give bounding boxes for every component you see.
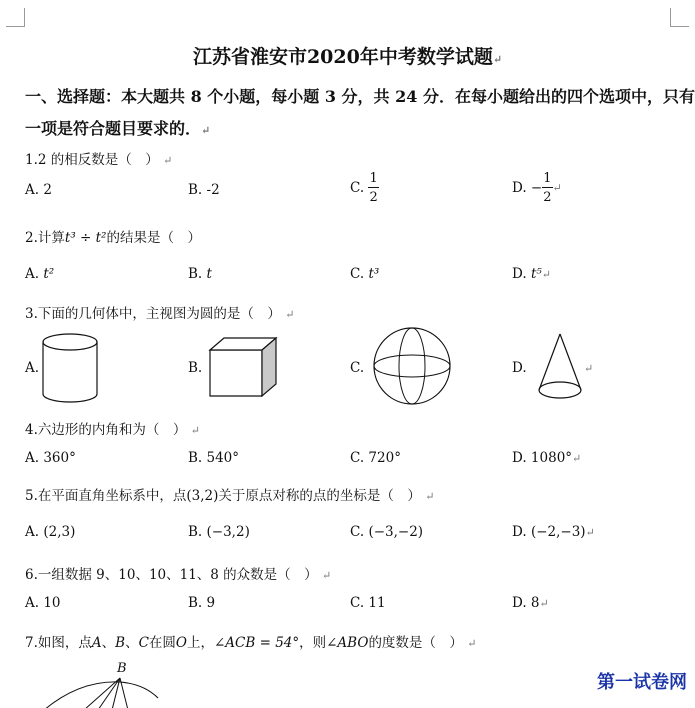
q3-option-b-label: B. bbox=[188, 360, 203, 376]
q6-option-c: C. 11 bbox=[350, 595, 386, 611]
q4-option-a: A. 360° bbox=[25, 450, 76, 466]
cylinder-icon bbox=[40, 332, 100, 404]
section-heading: 一、选择题：本大题共 8 个小题，每小题 3 分，共 24 分．在每小题给出的四个选项中，只有 bbox=[25, 87, 695, 106]
q6-option-d: D. 8↵ bbox=[512, 595, 549, 611]
q6-option-b: B. 9 bbox=[188, 595, 216, 611]
cube-icon bbox=[208, 336, 280, 400]
question-4-stem: 4.六边形的内角和为（ ） ↵ bbox=[25, 422, 200, 438]
figure-point-label: B bbox=[117, 661, 127, 676]
watermark: 第一试卷网 bbox=[597, 672, 687, 693]
q5-option-b: B. (−3,2) bbox=[188, 524, 250, 540]
q3-option-a-label: A. bbox=[25, 360, 40, 376]
fraction: $\frac{1}{2}$ bbox=[543, 171, 552, 205]
q5-option-a: A. (2,3) bbox=[25, 524, 76, 540]
q2-option-b: B. t bbox=[188, 266, 212, 282]
q1-option-c: C. $\frac{1}{2}$ bbox=[350, 171, 378, 205]
section-heading-cont: 一项是符合题目要求的．↵ bbox=[25, 119, 211, 138]
question-6-stem: 6.一组数据 9、10、10、11、8 的众数是（ ） ↵ bbox=[25, 567, 332, 583]
sphere-icon bbox=[372, 326, 452, 406]
q1-option-a: A. 2 bbox=[25, 182, 52, 198]
paragraph-mark: ↵ bbox=[584, 362, 594, 375]
q3-option-c-label: C. bbox=[350, 360, 365, 376]
q4-option-d: D. 1080°↵ bbox=[512, 450, 582, 466]
cone-icon bbox=[536, 332, 586, 404]
page-title: 江苏省淮安市2020年中考数学试题↵ bbox=[192, 46, 503, 68]
q2-option-d: D. t⁵↵ bbox=[512, 266, 551, 282]
q5-option-d: D. (−2,−3)↵ bbox=[512, 524, 595, 540]
fraction: $\frac{1}{2}$ bbox=[369, 171, 378, 205]
question-2-stem: 2.计算t³ ÷ t²的结果是（ ） bbox=[25, 230, 201, 246]
margin-corner-mark bbox=[670, 8, 689, 27]
q5-option-c: C. (−3,−2) bbox=[350, 524, 424, 540]
q6-option-a: A. 10 bbox=[25, 595, 61, 611]
q2-option-a: A. t² bbox=[25, 266, 55, 282]
question-7-stem: 7.如图，点A、B、C在圆O上，∠ACB = 54°，则∠ABO的度数是（ ） ↵ bbox=[25, 635, 477, 651]
question-1-stem: 1.2 的相反数是（ ） ↵ bbox=[25, 152, 173, 168]
circle-figure bbox=[40, 676, 160, 708]
q2-option-c: C. t³ bbox=[350, 266, 380, 282]
q3-option-d-label: D. bbox=[512, 360, 527, 376]
q1-option-b: B. -2 bbox=[188, 182, 220, 198]
q4-option-b: B. 540° bbox=[188, 450, 240, 466]
q4-option-c: C. 720° bbox=[350, 450, 401, 466]
q1-option-d: D. − $\frac{1}{2}$ ↵ bbox=[512, 171, 562, 205]
question-5-stem: 5.在平面直角坐标系中，点(3,2)关于原点对称的点的坐标是（ ） ↵ bbox=[25, 488, 435, 504]
question-3-stem: 3.下面的几何体中，主视图为圆的是（ ） ↵ bbox=[25, 306, 295, 322]
margin-corner-mark bbox=[6, 8, 25, 27]
